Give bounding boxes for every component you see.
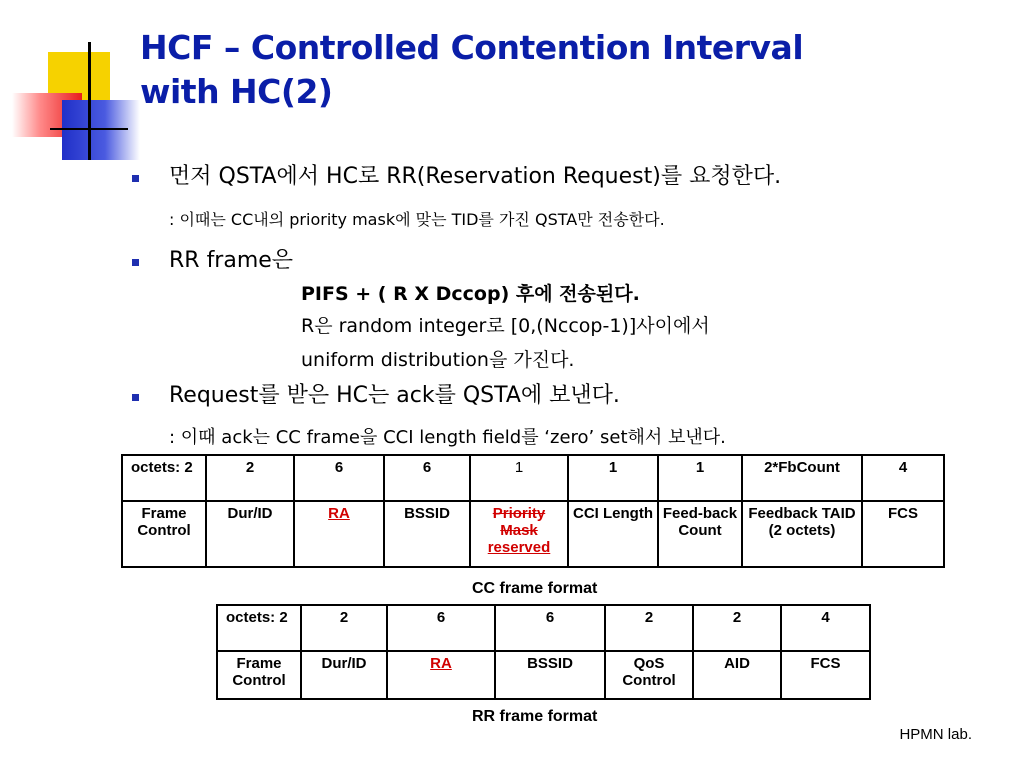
rr-octets-row — [217, 605, 870, 651]
bullet-marker-icon — [132, 394, 139, 401]
rr-field-cell: FCS — [781, 651, 870, 699]
cc-fields-row — [122, 501, 944, 567]
cc-octets-cell: 4 — [862, 455, 944, 501]
cc-field-cell: Feed-back Count — [658, 501, 742, 567]
title-line-1: HCF – Controlled Contention Interval — [140, 28, 804, 67]
rr-frame-table — [216, 604, 871, 700]
title-line-2: with HC(2) — [140, 72, 333, 111]
cc-octets-cell: octets: 2 — [122, 455, 206, 501]
rr-field-cell: Dur/ID — [301, 651, 387, 699]
rr-octets-cell: 2 — [693, 605, 781, 651]
cc-octets-cell: 1 — [658, 455, 742, 501]
cc-octets-row — [122, 455, 944, 501]
rr-field-cell — [387, 651, 495, 699]
cc-field-cell: Dur/ID — [206, 501, 294, 567]
footer-lab-name: HPMN lab. — [899, 726, 972, 743]
cc-field-priority-mask: Priority Mask — [492, 505, 546, 539]
cc-octets-cell: 6 — [384, 455, 470, 501]
decorative-logo — [0, 0, 150, 170]
cc-frame-caption: CC frame format — [472, 580, 598, 597]
bullet-marker-icon — [132, 175, 139, 182]
bullet-3-text: Request를 받은 HC는 ack를 QSTA에 보낸다. — [169, 383, 620, 408]
rr-field-cell: AID — [693, 651, 781, 699]
bullet-2-line-2: R은 random integer로 [0,(Nccop-1)]사이에서 — [301, 315, 710, 337]
bullet-2-line-1: PIFS + ( R X Dccop) 후에 전송된다. — [301, 283, 640, 305]
cc-octets-cell: 2 — [206, 455, 294, 501]
rr-field-cell: Frame Control — [217, 651, 301, 699]
slide-title — [140, 26, 1000, 114]
rr-octets-cell: 6 — [495, 605, 605, 651]
bullet-marker-icon — [132, 259, 139, 266]
cc-field-cell — [294, 501, 384, 567]
rr-octets-cell: 4 — [781, 605, 870, 651]
cc-field-ra: RA — [328, 505, 350, 522]
rr-octets-cell: octets: 2 — [217, 605, 301, 651]
cc-octets-cell: 1 — [470, 455, 568, 501]
rr-field-ra: RA — [430, 655, 452, 672]
bullet-2-text: RR frame은 — [169, 248, 294, 273]
cc-field-cell: Feedback TAID (2 octets) — [742, 501, 862, 567]
cc-octets-cell: 1 — [568, 455, 658, 501]
rr-frame-caption: RR frame format — [472, 708, 598, 725]
bullet-3-subtext: : 이때 ack는 CC frame을 CCI length field를 ‘zero’ set해서 보낸다. — [169, 427, 726, 448]
rr-octets-cell: 6 — [387, 605, 495, 651]
cc-field-cell — [470, 501, 568, 567]
rr-octets-cell: 2 — [605, 605, 693, 651]
bullet-2-line-3: uniform distribution을 가진다. — [301, 349, 575, 371]
rr-field-cell: BSSID — [495, 651, 605, 699]
rr-fields-row — [217, 651, 870, 699]
bullet-1-subtext: : 이때는 CC내의 priority mask에 맞는 TID를 가진 QSTA만 전송한다. — [169, 210, 665, 229]
cc-octets-cell: 2*FbCount — [742, 455, 862, 501]
cc-field-reserved: reserved — [487, 539, 551, 556]
rr-octets-cell: 2 — [301, 605, 387, 651]
bullet-1-text: 먼저 QSTA에서 HC로 RR(Reservation Request)를 요청한다. — [169, 164, 782, 189]
cc-field-cell: Frame Control — [122, 501, 206, 567]
cc-field-cell: FCS — [862, 501, 944, 567]
cc-frame-table — [121, 454, 945, 568]
cc-octets-cell: 6 — [294, 455, 384, 501]
cc-field-cell: BSSID — [384, 501, 470, 567]
cc-field-cell: CCI Length — [568, 501, 658, 567]
rr-field-cell: QoS Control — [605, 651, 693, 699]
